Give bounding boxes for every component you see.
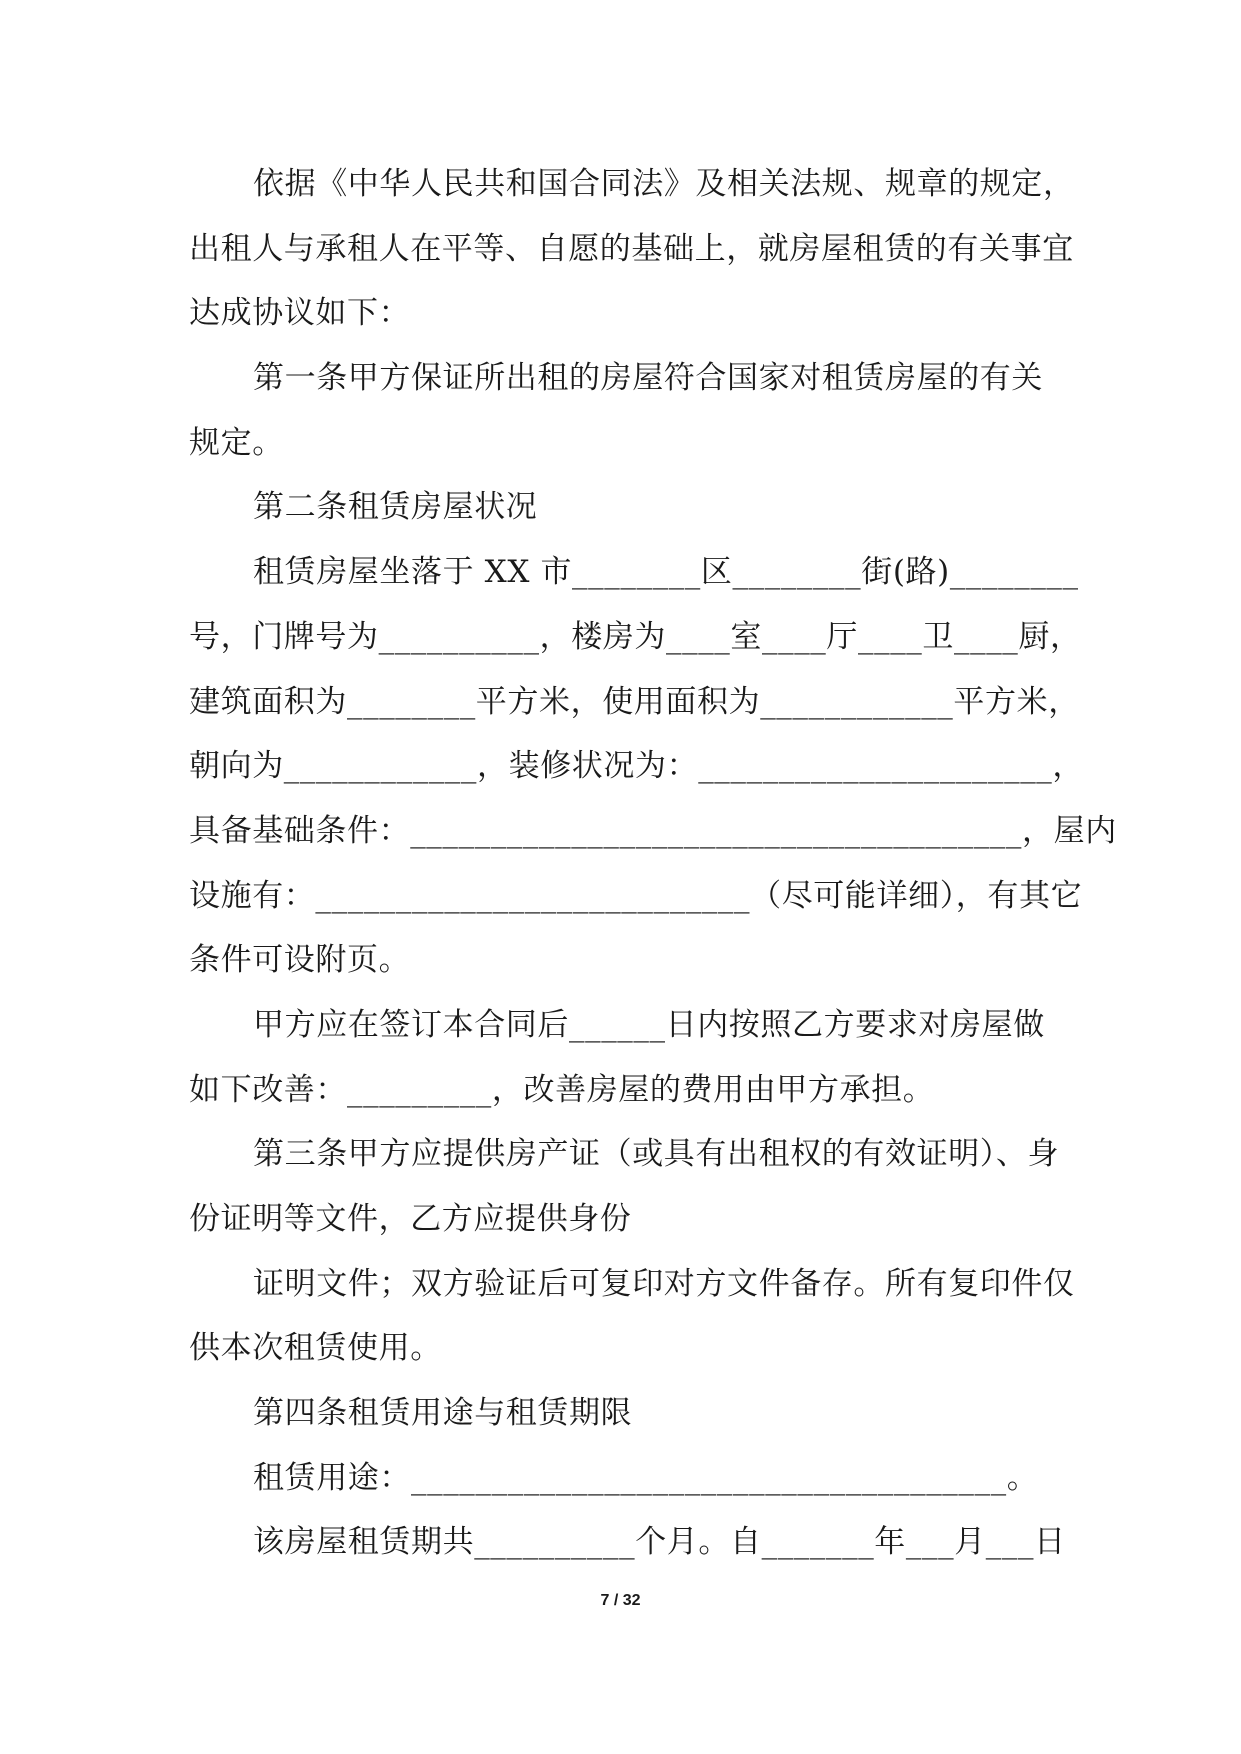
paragraph-line: 建筑面积为________平方米，使用面积为____________平方米， <box>189 683 1080 720</box>
paragraph-line: 供本次租赁使用。 <box>189 1330 442 1367</box>
paragraph-line: 出租人与承租人在平等、自愿的基础上，就房屋租赁的有关事宜 <box>189 230 1074 267</box>
page-number: 7 / 32 <box>600 1592 641 1609</box>
paragraph-line: 如下改善：_________，改善房屋的费用由甲方承担。 <box>189 1071 935 1108</box>
paragraph-line: 依据《中华人民共和国合同法》及相关法规、规章的规定， <box>253 166 1075 202</box>
paragraph-line: 证明文件；双方验证后可复印对方文件备存。所有复印件仅 <box>253 1265 1075 1302</box>
paragraph-line: 份证明等文件，乙方应提供身份 <box>189 1201 632 1237</box>
paragraph-line: 号，门牌号为__________，楼房为____室____厅____卫____厨， <box>189 618 1082 655</box>
section-heading: 第四条租赁用途与租赁期限 <box>253 1395 633 1432</box>
paragraph-line: 设施有：___________________________（尽可能详细），有其它 <box>189 877 1083 914</box>
paragraph-line: 达成协议如下： <box>189 295 411 332</box>
paragraph-line: 第三条甲方应提供房产证（或具有出租权的有效证明）、身 <box>253 1136 1060 1173</box>
section-heading: 第二条租赁房屋状况 <box>253 489 538 526</box>
paragraph-line: 第一条甲方保证所出租的房屋符合国家对租赁房屋的有关 <box>253 360 1043 397</box>
paragraph-line: 朝向为____________，装修状况为：______________________， <box>189 748 1084 785</box>
paragraph-line: 甲方应在签订本合同后______日内按照乙方要求对房屋做 <box>253 1006 1045 1043</box>
document-body <box>189 152 1117 1575</box>
paragraph-line: 该房屋租赁期共__________个月。自_______年___月___日 <box>253 1524 1066 1561</box>
paragraph-line: 租赁房屋坐落于 XX 市________区________街(路)________ <box>253 554 1079 591</box>
paragraph-line: 规定。 <box>189 424 284 461</box>
paragraph-line: 条件可设附页。 <box>189 942 411 979</box>
paragraph-line: 具备基础条件：______________________________________，屋内 <box>189 812 1117 849</box>
paragraph-line: 租赁用途：_____________________________________。 <box>253 1459 1039 1496</box>
